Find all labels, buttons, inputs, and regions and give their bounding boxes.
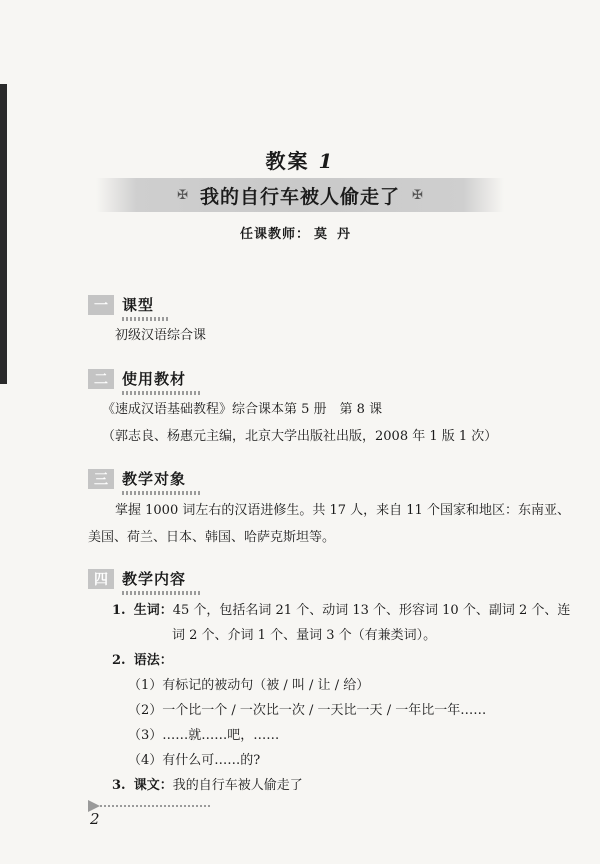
footer-dotted-rule (100, 805, 210, 807)
ornament-right-icon: ✠ (412, 187, 423, 203)
section-text: 《速成汉语基础教程》综合课本第 5 册 第 8 课 (102, 402, 383, 417)
lesson-title: 我的自行车被人偷走了 (199, 185, 400, 208)
section-text: 美国、荷兰、日本、韩国、哈萨克斯坦等。 (88, 530, 336, 545)
section-number: 三 (88, 469, 114, 489)
lesson-title-banner (96, 178, 504, 212)
grammar-point: （1）有标记的被动句（被 / 叫 / 让 / 给） (128, 678, 370, 693)
section-heading-students (88, 468, 186, 490)
ornament-left-icon: ✠ (177, 187, 188, 203)
section-number: 四 (88, 569, 114, 589)
section-underline (122, 391, 200, 395)
lesson-plan-number: 1 (318, 149, 335, 173)
section-heading-course-type (88, 294, 154, 316)
teacher-name: 莫丹 (314, 227, 361, 242)
section-title: 使用教材 (122, 368, 186, 391)
section-title: 教学对象 (122, 468, 186, 491)
section-heading-textbook (88, 368, 186, 390)
section-underline (122, 591, 200, 595)
teacher-line (0, 223, 600, 242)
list-item-text: 3. 课文：我的自行车被人偷走了 (112, 778, 303, 793)
list-item-grammar: 2. 语法： (112, 653, 173, 668)
section-number: 一 (88, 295, 114, 315)
section-text: （郭志良、杨惠元主编，北京大学出版社出版，2008 年 1 版 1 次） (102, 429, 498, 444)
page-number: 2 (90, 810, 100, 828)
list-item-vocabulary: 1. 生词：45 个，包括名词 21 个、动词 13 个、形容词 10 个、副词 2 个、连 (112, 603, 571, 618)
section-underline (122, 491, 200, 495)
section-underline (122, 317, 168, 321)
section-title: 课型 (122, 294, 154, 317)
section-number: 二 (88, 369, 114, 389)
list-item-vocabulary-cont: 词 2 个、介词 1 个、量词 3 个（有兼类词）。 (172, 628, 437, 643)
title-text: 教案 (265, 149, 310, 173)
section-text: 掌握 1000 词左右的汉语进修生。共 17 人，来自 11 个国家和地区：东南亚、 (115, 503, 570, 518)
teacher-label: 任课教师： (239, 227, 310, 242)
section-title: 教学内容 (122, 568, 186, 591)
grammar-point: （4）有什么可……的? (128, 753, 261, 768)
page-title (0, 145, 600, 174)
grammar-point: （2）一个比一个 / 一次比一次 / 一天比一天 / 一年比一年…… (128, 703, 487, 718)
section-text: 初级汉语综合课 (115, 328, 207, 343)
grammar-point: （3）……就……吧，…… (128, 728, 280, 743)
section-heading-content (88, 568, 186, 590)
